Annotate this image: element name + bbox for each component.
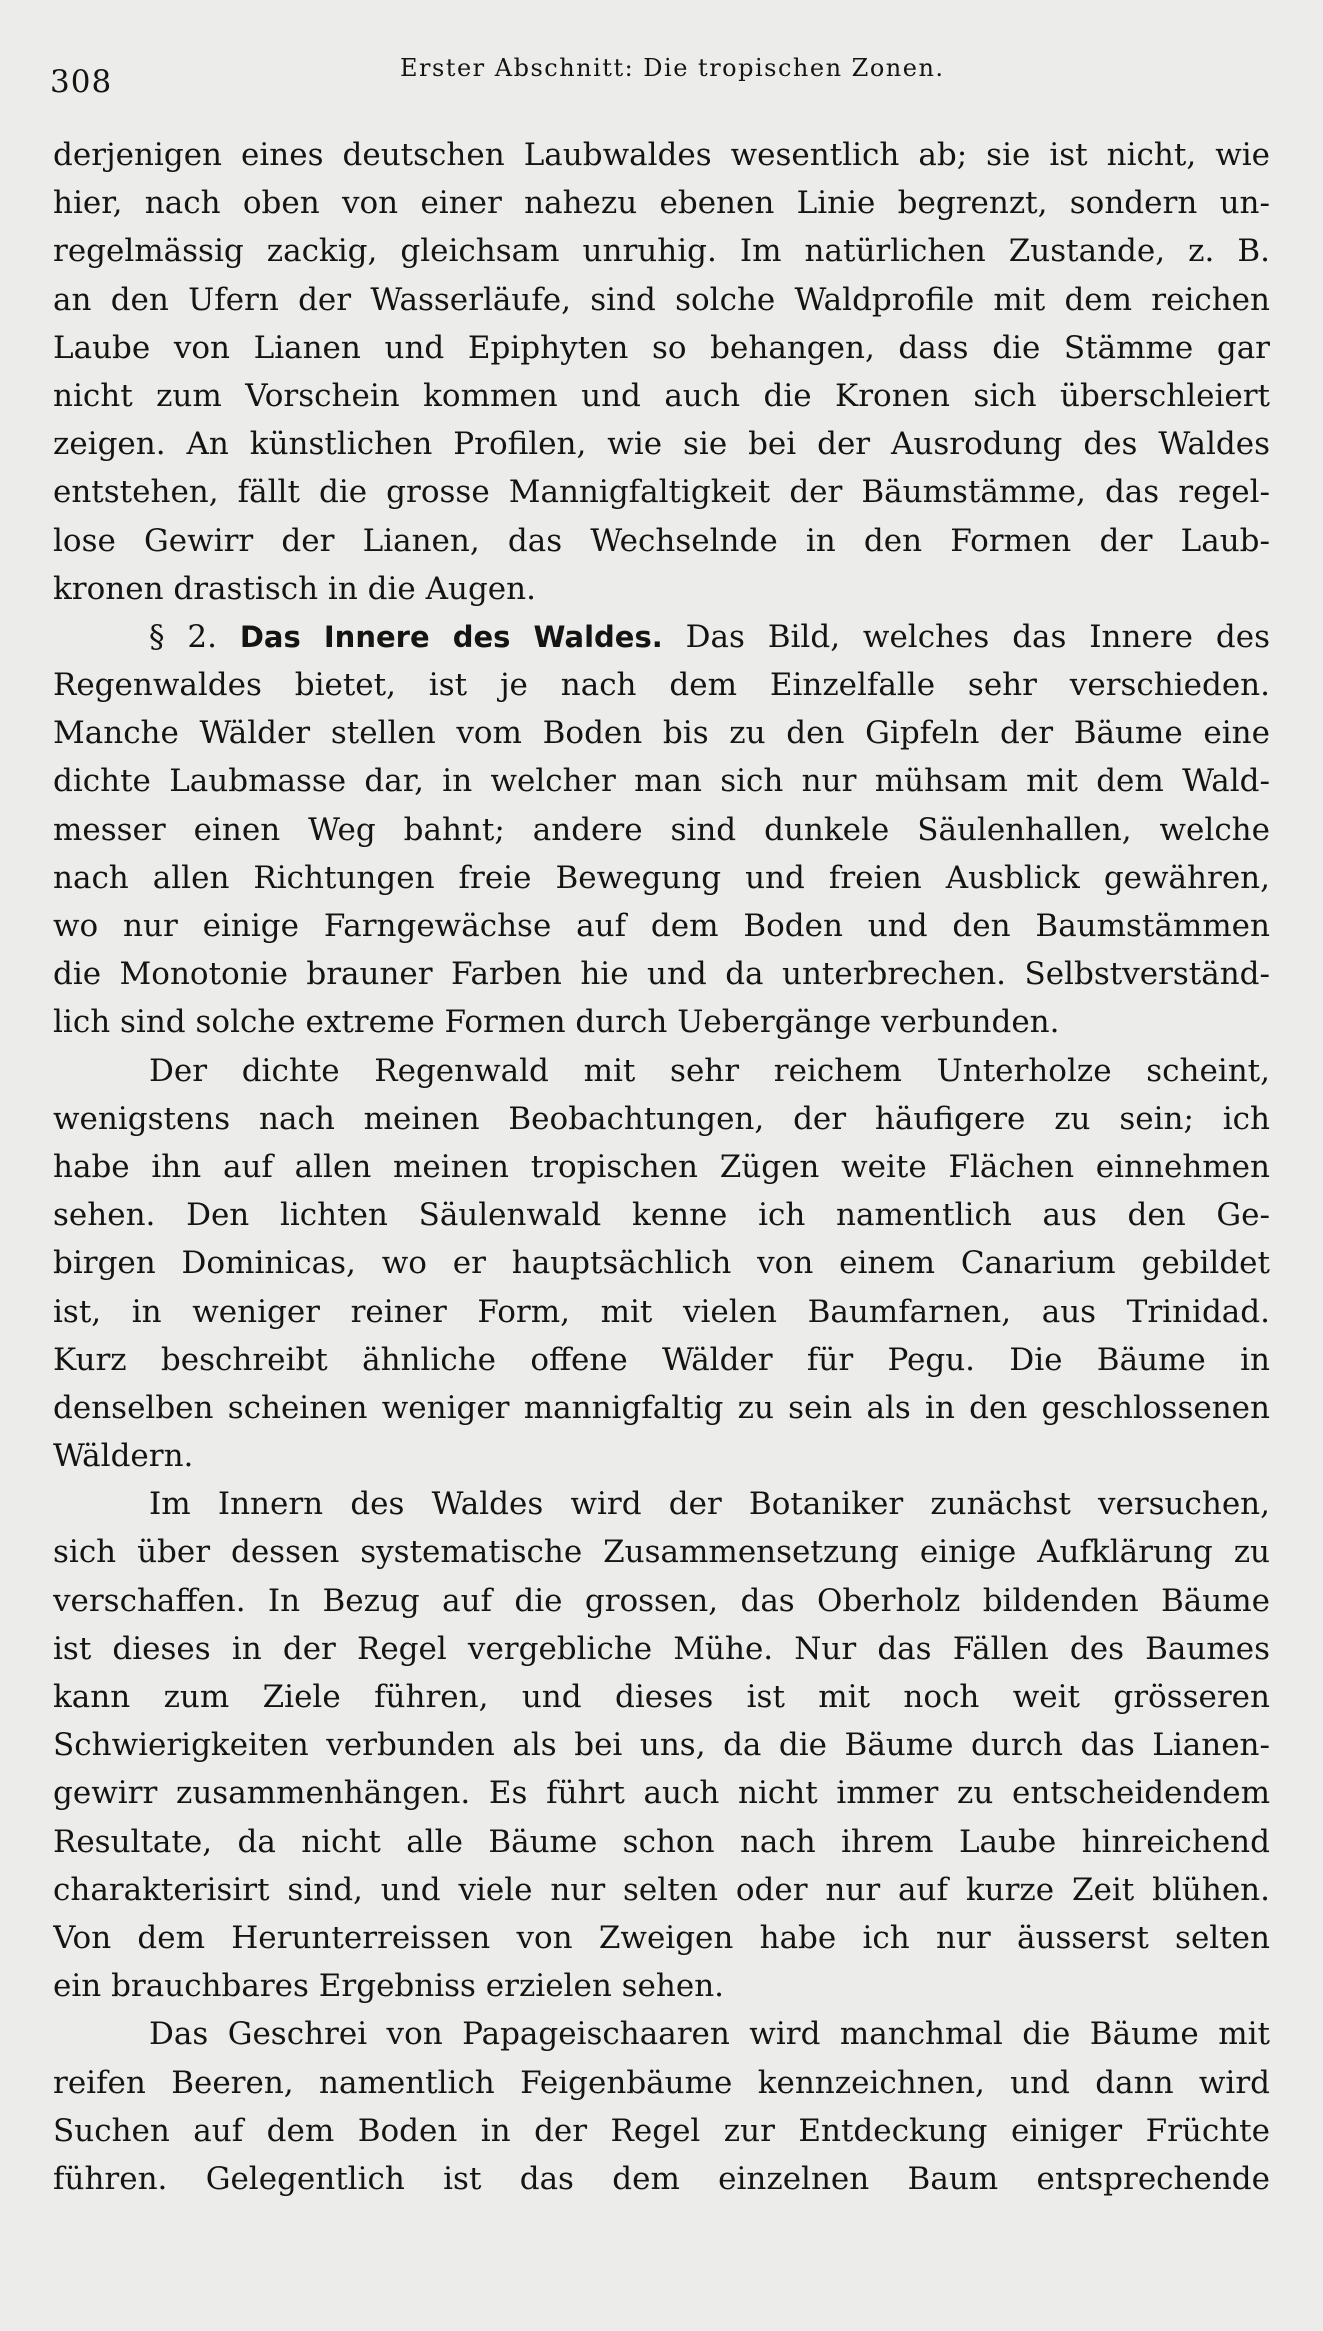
text-line: nicht zum Vorschein kommen und auch die Kronen sich überschleiert xyxy=(53,377,1270,414)
text-line: sehen. Den lichten Säulenwald kenne ich namentlich aus den Ge- xyxy=(53,1197,1270,1234)
text-line: Kurz beschreibt ähnliche offene Wälder für Pegu. Die Bäume in xyxy=(53,1341,1270,1378)
text-line: regelmässig zackig, gleichsam unruhig. Im natürlichen Zustande, z. B. xyxy=(53,233,1270,270)
text-line: birgen Dominicas, wo er hauptsächlich von einem Canarium gebildet xyxy=(53,1245,1270,1282)
section-2 xyxy=(53,613,1270,1047)
text-line: zeigen. An künstlichen Profilen, wie sie bei der Ausrodung des Waldes xyxy=(53,426,1270,463)
text-line: ist dieses in der Regel vergebliche Mühe. Nur das Fällen des Baumes xyxy=(53,1630,1270,1667)
section-first-line-text: Das Bild, welches das Innere des xyxy=(685,618,1270,655)
text-line: ist, in weniger reiner Form, mit vielen Baumfarnen, aus Trinidad. xyxy=(53,1293,1270,1330)
section-title: Das Innere des Waldes. xyxy=(239,619,663,654)
text-line: Im Innern des Waldes wird der Botaniker zunächst versuchen, xyxy=(149,1486,1270,1523)
text-line: an den Ufern der Wasserläufe, sind solche Waldprofile mit dem reichen xyxy=(53,281,1270,318)
text-line: Das Geschrei von Papageischaaren wird manchmal die Bäume mit xyxy=(149,2016,1270,2053)
paragraph-2 xyxy=(53,1047,1270,1481)
paragraph-3 xyxy=(53,1480,1270,2010)
text-line: derjenigen eines deutschen Laubwaldes wesentlich ab; sie ist nicht, wie xyxy=(53,137,1270,173)
text-line: Laube von Lianen und Epiphyten so behangen, dass die Stämme gar xyxy=(53,329,1270,366)
text-line: die Monotonie brauner Farben hie und da unterbrechen. Selbstverständ- xyxy=(53,956,1270,993)
text-line: dichte Laubmasse dar, in welcher man sich nur mühsam mit dem Wald- xyxy=(53,763,1270,800)
text-line: lich sind solche extreme Formen durch Uebergänge verbunden. xyxy=(53,1004,1060,1041)
text-line: kann zum Ziele führen, und dieses ist mit noch weit grösseren xyxy=(53,1679,1270,1715)
text-line: nach allen Richtungen freie Bewegung und freien Ausblick gewähren, xyxy=(53,859,1270,896)
running-head: Erster Abschnitt: Die tropischen Zonen. xyxy=(400,54,945,82)
text-line: führen. Gelegentlich ist das dem einzelnen Baum entsprechende xyxy=(53,2160,1270,2197)
text-line: Von dem Herunterreissen von Zweigen habe ich nur äusserst selten xyxy=(53,1919,1270,1956)
text-line: Wäldern. xyxy=(53,1438,194,1475)
text-line: reifen Beeren, namentlich Feigenbäume kennzeichnen, und dann wird xyxy=(53,2064,1270,2101)
text-line: lose Gewirr der Lianen, das Wechselnde in den Formen der Laub- xyxy=(53,522,1270,559)
text-line: denselben scheinen weniger mannigfaltig zu sein als in den geschlossenen xyxy=(53,1389,1270,1426)
text-line: Regenwaldes bietet, ist je nach dem Einzelfalle sehr verschieden. xyxy=(53,667,1270,704)
text-line: Resultate, da nicht alle Bäume schon nach ihrem Laube hinreichend xyxy=(53,1823,1270,1860)
paragraph-4 xyxy=(53,2010,1270,2203)
text-line: hier, nach oben von einer nahezu ebenen Linie begrenzt, sondern un- xyxy=(53,185,1270,222)
text-line: Manche Wälder stellen vom Boden bis zu den Gipfeln der Bäume eine xyxy=(53,715,1270,752)
text-line: ein brauchbares Ergebniss erzielen sehen. xyxy=(53,1968,725,2005)
text-line: charakterisirt sind, und viele nur selten oder nur auf kurze Zeit blühen. xyxy=(53,1871,1270,1908)
text-line: verschaffen. In Bezug auf die grossen, das Oberholz bildenden Bäume xyxy=(53,1582,1270,1619)
text-line: messer einen Weg bahnt; andere sind dunkele Säulenhallen, welche xyxy=(53,811,1270,848)
text-line: sich über dessen systematische Zusammensetzung einige Aufklärung zu xyxy=(53,1534,1270,1571)
text-line: Der dichte Regenwald mit sehr reichem Unterholze scheint, xyxy=(149,1052,1270,1089)
text-line: Suchen auf dem Boden in der Regel zur Entdeckung einiger Früchte xyxy=(53,2112,1270,2149)
text-line: wo nur einige Farngewächse auf dem Boden und den Baumstämmen xyxy=(53,908,1270,944)
page-number: 308 xyxy=(50,64,113,100)
page-body xyxy=(53,131,1270,2203)
text-line: habe ihn auf allen meinen tropischen Zügen weite Flächen einnehmen xyxy=(53,1148,1270,1185)
text-line: wenigstens nach meinen Beobachtungen, der häufigere zu sein; ich xyxy=(53,1100,1270,1137)
text-line: Schwierigkeiten verbunden als bei uns, da die Bäume durch das Lianen- xyxy=(53,1727,1270,1764)
text-line: kronen drastisch in die Augen. xyxy=(53,570,536,607)
text-line: gewirr zusammenhängen. Es führt auch nicht immer zu entscheidendem xyxy=(53,1775,1270,1812)
text-line: entstehen, fällt die grosse Mannigfaltigkeit der Bäumstämme, das regel- xyxy=(53,474,1270,511)
section-marker: § 2. xyxy=(149,618,217,655)
page-header xyxy=(50,50,1272,100)
paragraph-1 xyxy=(53,131,1270,613)
section-heading-line xyxy=(53,613,1270,661)
